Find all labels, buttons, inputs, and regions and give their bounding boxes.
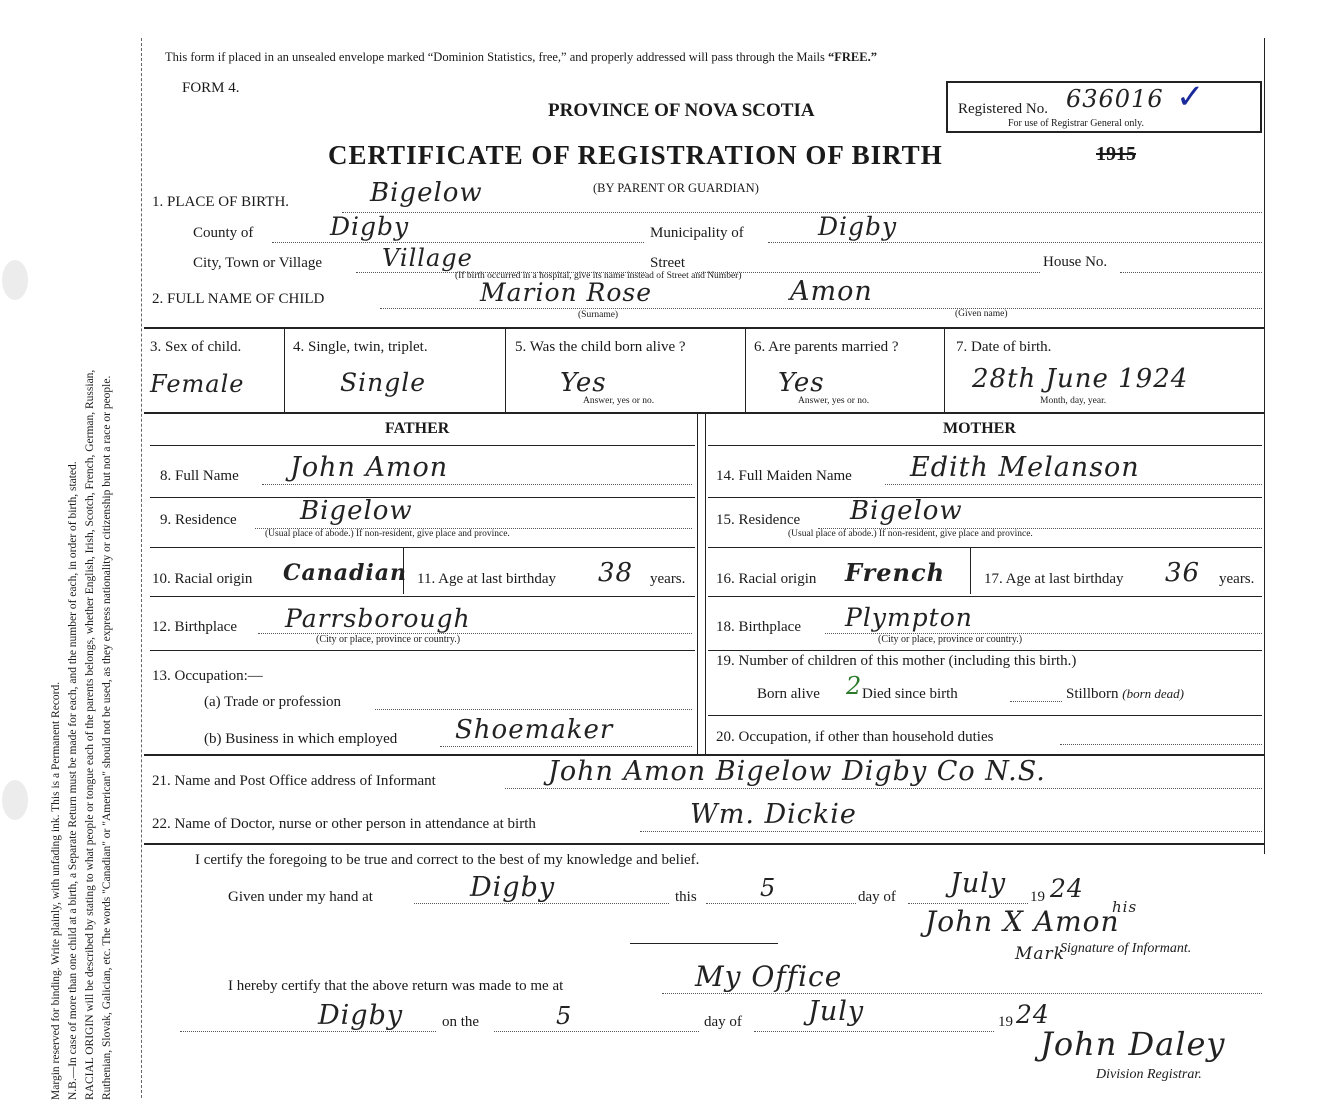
mother-residence-value: Bigelow (850, 496, 963, 526)
province-heading: PROVINCE OF NOVA SCOTIA (548, 100, 815, 121)
divider (970, 547, 971, 594)
date-of-birth-value: 28th June 1924 (972, 364, 1189, 394)
born-alive-count-value: 2 (846, 672, 863, 700)
divider (150, 547, 695, 548)
father-business-line (440, 746, 692, 747)
mother-residence-hint: (Usual place of abode.) If non-resident, give place and province. (788, 529, 1033, 539)
city-value: Village (382, 244, 473, 272)
doctor-label: 22. Name of Doctor, nurse or other person in attendance at birth (152, 816, 536, 832)
father-years-label: years. (650, 571, 686, 587)
divider (708, 497, 1262, 498)
divider (705, 412, 706, 754)
born-alive-label: 5. Was the child born alive ? (515, 339, 686, 355)
registrar-year-prefix: 19 (998, 1014, 1013, 1030)
divider (944, 327, 945, 412)
registrar-note: For use of Registrar General only. (1008, 118, 1144, 129)
certify-day-line (706, 903, 856, 904)
registered-number-box (946, 81, 1262, 133)
mother-heading: MOTHER (943, 420, 1016, 437)
father-birthplace-label: 12. Birthplace (152, 619, 237, 635)
father-residence-label: 9. Residence (160, 512, 237, 528)
margin-line-3: RACIAL ORIGIN will be described by stating to what people or tongue each of the parents belongs, whether English, Irish, Scotch, French, German, Russian, (84, 369, 96, 1100)
parents-married-label: 6. Are parents married ? (754, 339, 899, 355)
street-line (695, 272, 1040, 273)
informant-label: 21. Name and Post Office address of Informant (152, 773, 436, 789)
died-since-birth-label: Died since birth (862, 686, 958, 702)
child-given-name-value: Marion Rose (480, 278, 653, 307)
registrar-statement: I hereby certify that the above return was made to me at (228, 978, 564, 994)
mail-notice (165, 50, 877, 65)
margin-line-2: N.B.—In case of more than one child at a birth, a Separate Return must be made for each, and the number of each, in order of birth, stated. (67, 461, 79, 1100)
divider (708, 596, 1262, 597)
county-line (272, 242, 644, 243)
certify-month-value: July (950, 868, 1007, 899)
divider (284, 327, 285, 412)
given-place-line (414, 903, 669, 904)
municipality-value: Digby (818, 212, 898, 241)
parents-married-hint: Answer, yes or no. (798, 396, 870, 406)
mother-racial-value: French (845, 558, 946, 587)
mail-notice-free: “FREE.” (828, 50, 877, 64)
registrar-town-value: Digby (318, 1000, 404, 1031)
father-residence-hint: (Usual place of abode.) If non-resident, give place and province. (265, 529, 510, 539)
given-under-hand-label: Given under my hand at (228, 889, 373, 905)
divider (150, 650, 695, 651)
certify-year-value: 24 (1050, 874, 1084, 903)
born-alive-hint: Answer, yes or no. (583, 396, 655, 406)
divider (144, 843, 1264, 845)
registrar-day-value: 5 (556, 1002, 573, 1030)
mother-racial-label: 16. Racial origin (716, 571, 817, 587)
mother-name-line (885, 484, 1262, 485)
mail-notice-text: This form if placed in an unsealed envelope marked “Dominion Statistics, free,” and properly addressed will pass through the Mails (165, 50, 829, 64)
stillborn-text: Stillborn (1066, 686, 1119, 702)
registrar-month-line (754, 1031, 994, 1032)
signature-of-informant-label: Signature of Informant. (1060, 941, 1192, 956)
mother-birthplace-value: Plympton (845, 603, 973, 632)
place-of-birth-label: 1. PLACE OF BIRTH. (152, 194, 290, 210)
registrar-place-value: My Office (695, 960, 843, 993)
municipality-label: Municipality of (650, 225, 744, 241)
his-note: his (1112, 898, 1138, 916)
registrar-day-of-label: day of (704, 1014, 742, 1030)
surname-hint: (Surname) (578, 310, 619, 320)
divider (144, 327, 1264, 329)
date-of-birth-hint: Month, day, year. (1040, 396, 1107, 406)
registered-value: 636016 (1066, 85, 1164, 113)
divider (630, 943, 778, 944)
struck-year: 1915 (1096, 143, 1136, 165)
municipality-line (768, 242, 1262, 243)
father-trade-line (375, 709, 692, 710)
informant-value: John Amon Bigelow Digby Co N.S. (548, 756, 1046, 787)
registrar-town-line (180, 1031, 436, 1032)
binding-margin-line (141, 38, 142, 1098)
divider (144, 412, 1264, 414)
informant-line (505, 788, 1262, 789)
mother-years-label: years. (1219, 571, 1255, 587)
stillborn-hint: (born dead) (1122, 686, 1185, 701)
certify-statement: I certify the foregoing to be true and correct to the best of my knowledge and belief. (195, 852, 700, 868)
right-edge (1264, 38, 1265, 854)
parents-married-value: Yes (778, 368, 825, 398)
informant-signature: John X Amon (925, 905, 1120, 938)
born-alive-value: Yes (560, 368, 607, 398)
mother-occupation-label: 20. Occupation, if other than household duties (716, 729, 994, 745)
given-place-value: Digby (470, 872, 556, 903)
street-label: Street (650, 255, 685, 271)
county-value: Digby (330, 212, 410, 241)
hospital-note: (If birth occurred in a hospital, give its name instead of Street and Number) (455, 271, 742, 281)
registrar-signature: John Daley (1040, 1025, 1226, 1063)
born-alive-count-label: Born alive (757, 686, 820, 702)
certify-month-line (908, 903, 1028, 904)
mother-name-label: 14. Full Maiden Name (716, 468, 852, 484)
registrar-place-line (662, 993, 1262, 994)
father-racial-value: Canadian (283, 560, 408, 586)
certify-day-value: 5 (760, 874, 777, 902)
father-trade-label: (a) Trade or profession (204, 694, 342, 710)
died-line (1010, 701, 1062, 702)
divider (505, 327, 506, 412)
father-racial-label: 10. Racial origin (152, 571, 253, 587)
mother-age-value: 36 (1165, 558, 1201, 588)
certify-day-of-label: day of (858, 889, 896, 905)
father-occupation-label: 13. Occupation:— (152, 668, 263, 684)
binding-hole (2, 260, 28, 300)
father-name-value: John Amon (290, 452, 449, 483)
divider (150, 497, 695, 498)
divider (745, 327, 746, 412)
mark-note: Mark (1015, 944, 1065, 964)
divider (708, 445, 1262, 446)
father-business-value: Shoemaker (455, 715, 614, 745)
father-age-label: 11. Age at last birthday (417, 571, 556, 587)
date-of-birth-label: 7. Date of birth. (956, 339, 1052, 355)
child-name-line (380, 308, 1262, 309)
father-name-line (262, 484, 692, 485)
margin-line-1: Margin reserved for binding. Write plainly, with unfading ink. This is a Permanent Record. (50, 681, 62, 1100)
multiplicity-label: 4. Single, twin, triplet. (293, 339, 428, 355)
father-birthplace-value: Parrsborough (285, 604, 471, 633)
divider (708, 650, 1262, 651)
father-birthplace-hint: (City or place, province or country.) (316, 634, 461, 645)
child-surname-value: Amon (790, 276, 873, 307)
doctor-line (640, 831, 1262, 832)
child-name-label: 2. FULL NAME OF CHILD (152, 291, 325, 307)
certificate-title: CERTIFICATE OF REGISTRATION OF BIRTH (328, 140, 943, 170)
house-no-label: House No. (1043, 254, 1108, 270)
father-name-label: 8. Full Name (160, 468, 239, 484)
mother-birthplace-label: 18. Birthplace (716, 619, 801, 635)
registrar-day-line (494, 1031, 699, 1032)
stillborn-label (1066, 686, 1184, 703)
mother-name-value: Edith Melanson (910, 452, 1140, 483)
form-number: FORM 4. (182, 80, 240, 96)
registrar-month-value: July (808, 996, 865, 1027)
mother-occupation-line (1060, 744, 1262, 745)
divider (697, 412, 698, 754)
place-line (342, 212, 1262, 213)
certify-year-prefix: 19 (1030, 889, 1045, 905)
divider (150, 445, 695, 446)
mother-age-label: 17. Age at last birthday (984, 571, 1124, 587)
father-residence-value: Bigelow (300, 496, 413, 526)
divider (403, 547, 404, 594)
given-name-hint: (Given name) (955, 309, 1008, 319)
sex-label: 3. Sex of child. (150, 339, 242, 355)
divider (708, 547, 1262, 548)
county-label: County of (193, 225, 254, 241)
divider (150, 596, 695, 597)
margin-instructions (48, 10, 116, 1100)
house-line (1120, 272, 1262, 273)
on-the-label: on the (442, 1014, 480, 1030)
mother-residence-label: 15. Residence (716, 512, 801, 528)
multiplicity-value: Single (340, 368, 427, 397)
this-label: this (675, 889, 697, 905)
father-heading: FATHER (385, 420, 450, 437)
city-label: City, Town or Village (193, 255, 323, 271)
doctor-value: Wm. Dickie (690, 799, 857, 830)
mother-children-label: 19. Number of children of this mother (including this birth.) (716, 653, 1077, 669)
place-of-birth-value: Bigelow (370, 178, 483, 208)
margin-line-4: Ruthenian, Slovak, Galician, etc. The words "Canadian" or "American" should not be used, as they express nationality or citizenship but not a race or people. (101, 375, 113, 1100)
divider (708, 715, 1262, 716)
father-age-value: 38 (598, 558, 634, 588)
division-registrar-label: Division Registrar. (1096, 1067, 1202, 1082)
binding-hole (2, 780, 28, 820)
check-mark-icon: ✓ (1176, 79, 1205, 116)
sex-value: Female (150, 370, 245, 398)
registered-label: Registered No. (958, 101, 1048, 117)
father-business-label: (b) Business in which employed (204, 731, 398, 747)
mother-birthplace-hint: (City or place, province or country.) (878, 634, 1023, 645)
certificate-subtitle: (BY PARENT OR GUARDIAN) (593, 181, 759, 195)
registrar-year-value: 24 (1016, 1000, 1050, 1029)
